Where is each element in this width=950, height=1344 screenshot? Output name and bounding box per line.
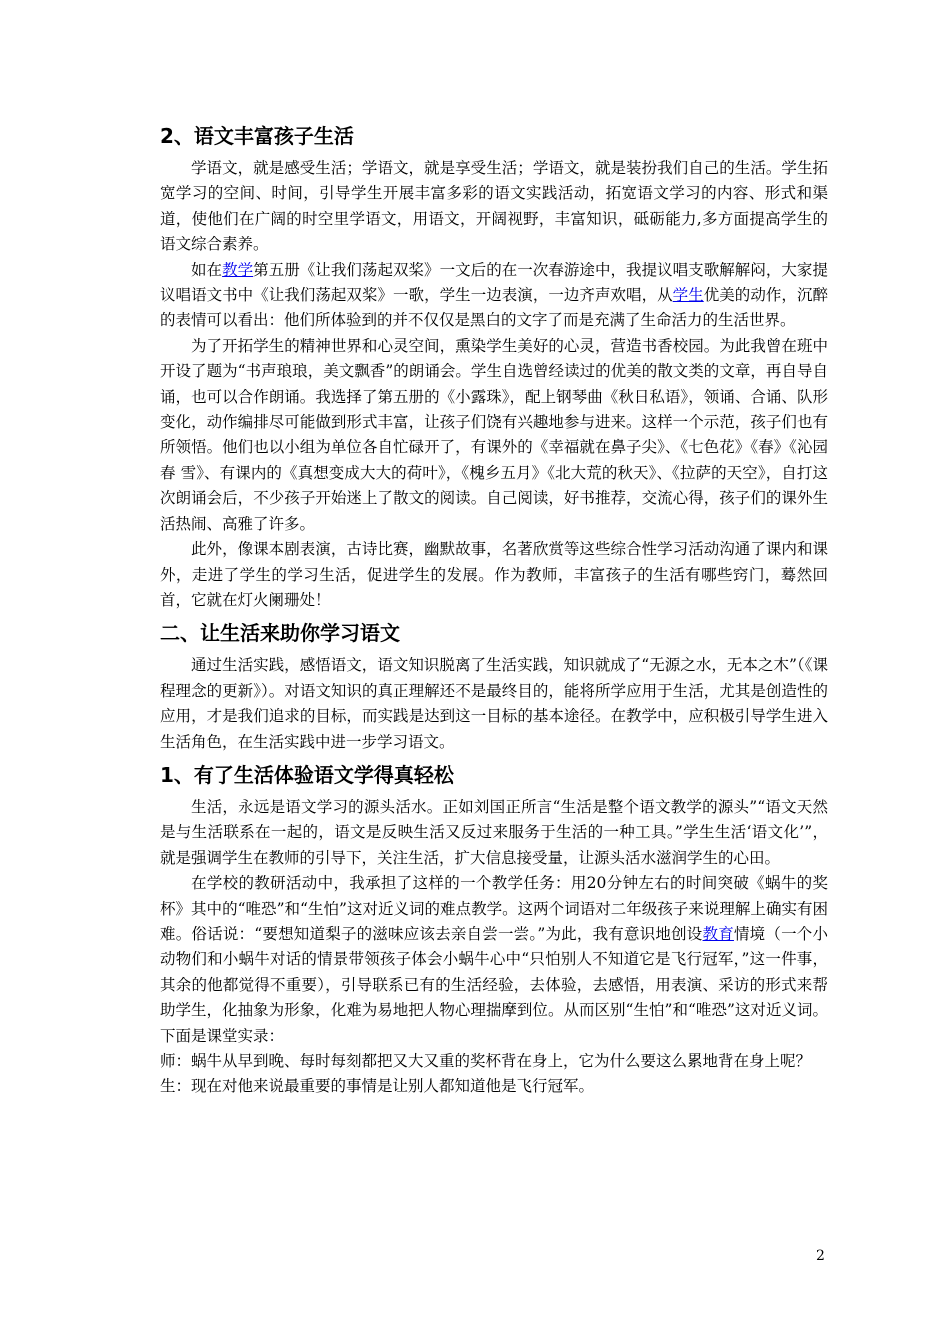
page-number: 2 <box>816 1248 825 1264</box>
link-jiaoyu[interactable]: 教育 <box>702 924 734 943</box>
dialog-student: 生：现在对他来说最重要的事情是让别人都知道他是飞行冠军。 <box>160 1077 595 1096</box>
paragraph: 通过生活实践，感悟语文，语文知识脱离了生活实践，知识就成了“无源之水，无本之木”（《课程理念的更新》）。对语文知识的真正理解还不是最终目的，能将所学应用于生活，尤其是创造性的应用，才是我们追求的目标，而实践是达到这一目标的基本途径。在教学中，应积极引导学生进入生活角色，在生活实践中进一步学习语文。 <box>160 656 828 751</box>
paragraph-with-links <box>160 258 828 334</box>
link-xuesheng[interactable]: 学生 <box>672 286 704 305</box>
section-heading-er: 二、让生活来助你学习语文 <box>160 621 400 646</box>
text-span: 如在 <box>191 260 223 279</box>
paragraph: 生活，永远是语文学习的源头活水。正如刘国正所言“生活是整个语文教学的源头”“语文天然是与生活联系在一起的，语文是反映生活又反过来服务于生活的一种工具。”学生生活‘语文化’”，就是强调学生在教师的引导下，关注生活，扩大信息接受量，让源头活水滋润学生的心田。 <box>160 797 828 867</box>
section-heading-2: 2、语文丰富孩子生活 <box>160 124 354 148</box>
paragraph: 此外，像课本剧表演，古诗比赛，幽默故事，名著欣赏等这些综合性学习活动沟通了课内和课外，走进了学生的学习生活，促进学生的发展。作为教师，丰富孩子的生活有哪些窍门，蓦然回首，它就在灯火阑珊处！ <box>160 540 828 609</box>
text-span: 在学校的教研活动中，我承担了这样的一个教学任务：用20分钟左右的时间突破《蜗牛的奖杯》其中的“唯恐”和“生怕”这对近义词的难点教学。这两个词语对二年级孩子来说理解上确实有困难。俗话说：“要想知道梨子的滋味应该去亲自尝一尝。”为此，我有意识地创设 <box>160 874 828 943</box>
link-jiaoxue[interactable]: 教学 <box>222 260 254 279</box>
paragraph-with-link <box>160 871 828 1049</box>
section-heading-1: 1、有了生活体验语文学得真轻松 <box>160 762 454 787</box>
text-span: 优美的动作，沉醉的表情可以看出：他们所体验到的并不仅仅是黑白的文字了而是充满了生命活力的生活世界。 <box>160 286 828 330</box>
dialog-teacher: 师：蜗牛从早到晚、每时每刻都把又大又重的奖杯背在身上，它为什么要这么累地背在身上呢？ <box>160 1052 812 1070</box>
paragraph: 学语文，就是感受生活；学语文，就是享受生活；学语文，就是装扮我们自己的生活。学生拓宽学习的空间、时间，引导学生开展丰富多彩的语文实践活动，拓宽语文学习的内容、形式和渠道，使他们在广阔的时空里学语文，用语文，开阔视野，丰富知识，砥砺能力,多方面提高学生的语文综合素养。 <box>160 159 828 254</box>
text-span: 情境（一个小动物们和小蜗牛对话的情景带领孩子体会小蜗牛心中“只怕别人不知道它是飞行冠军，”这一件事，其余的他都觉得不重要），引导联系已有的生活经验，去体验，去感悟，用表演、采访的形式来帮助学生，化抽象为形象，化难为易地把人物心理揣摩到位。从而区别“生怕”和“唯恐”这对近义词。下面是课堂实录： <box>160 924 828 1045</box>
paragraph: 为了开拓学生的精神世界和心灵空间，熏染学生美好的心灵，营造书香校园。为此我曾在班中开设了题为“书声琅琅，美文飘香”的朗诵会。学生自选曾经读过的优美的散文类的文章，再自导自诵，也可以合作朗诵。我选择了第五册的《小露珠》，配上钢琴曲《秋日私语》，领诵、合诵、队形变化，动作编排尽可能做到形式丰富，让孩子们饶有兴趣地参与进来。这样一个示范，孩子们也有所领悟。他们也以小组为单位各自忙碌开了，有课外的《幸福就在鼻子尖》、《七色花》《春》《沁园春 雪》、有课内的《真想变成大大的荷叶》，《槐乡五月》《北大荒的秋天》、《拉萨的天空》，自打这次朗诵会后，不少孩子开始迷上了散文的阅读。自己阅读，好书推荐，交流心得，孩子们的课外生活热闹、高雅了许多。 <box>160 336 828 533</box>
page-content <box>160 122 828 1100</box>
text-span: 第五册《让我们荡起双桨》一文后的在一次春游途中，我提议唱支歌解解闷，大家提议唱语文书中《让我们荡起双桨》一歌，学生一边表演，一边齐声欢唱，从 <box>160 260 828 305</box>
